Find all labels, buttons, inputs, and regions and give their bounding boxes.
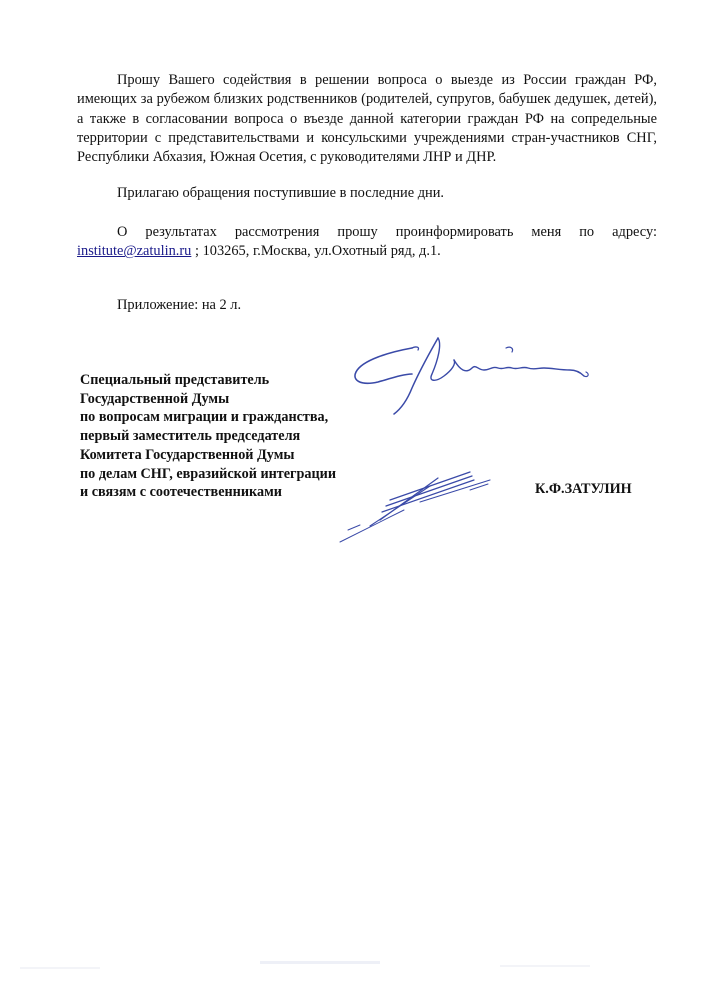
contact-lead-text: О результатах рассмотрения прошу проинформировать меня по адресу:: [117, 224, 657, 240]
signatory-title-line: Государственной Думы: [80, 390, 230, 407]
email-link[interactable]: institute@zatulin.ru: [77, 243, 192, 260]
paragraph-request: Прошу Вашего содействия в решении вопроса о выезде из России граждан РФ, имеющих за рубежом близких родственников (родителей, супругов, бабушек дедушек, детей), а также в согласовании вопроса о въезде данной категории граждан РФ на сопредельные территории с представительствами и консульскими учреждениями стран-участников СНГ, Республики Абхазия, Южная Осетия, с руководителями ЛНР и ДНР.: [77, 72, 657, 166]
signatory-title-line: по делам СНГ, евразийской интеграции: [80, 465, 337, 482]
handwritten-signature: [320, 330, 600, 550]
signatory-title-line: первый заместитель председателя: [80, 428, 301, 445]
scan-edge-artifact: [0, 955, 707, 1000]
signatory-title-line: Специальный представитель: [80, 372, 270, 388]
signatory-title-line: и связям с соотечественниками: [80, 484, 282, 501]
paragraph-attachments-note: Прилагаю обращения поступившие в последние дни.: [117, 185, 445, 201]
signatory-title-line: Комитета Государственной Думы: [80, 446, 295, 463]
signatory-title-line: по вопросам миграции и гражданства,: [80, 409, 329, 426]
attachment-line: Приложение: на 2 л.: [117, 297, 242, 313]
signer-name: К.Ф.ЗАТУЛИН: [535, 481, 632, 497]
signatory-title: [80, 371, 336, 502]
paragraph-contact: [77, 223, 657, 262]
postal-address: ; 103265, г.Москва, ул.Охотный ряд, д.1.: [194, 243, 441, 260]
